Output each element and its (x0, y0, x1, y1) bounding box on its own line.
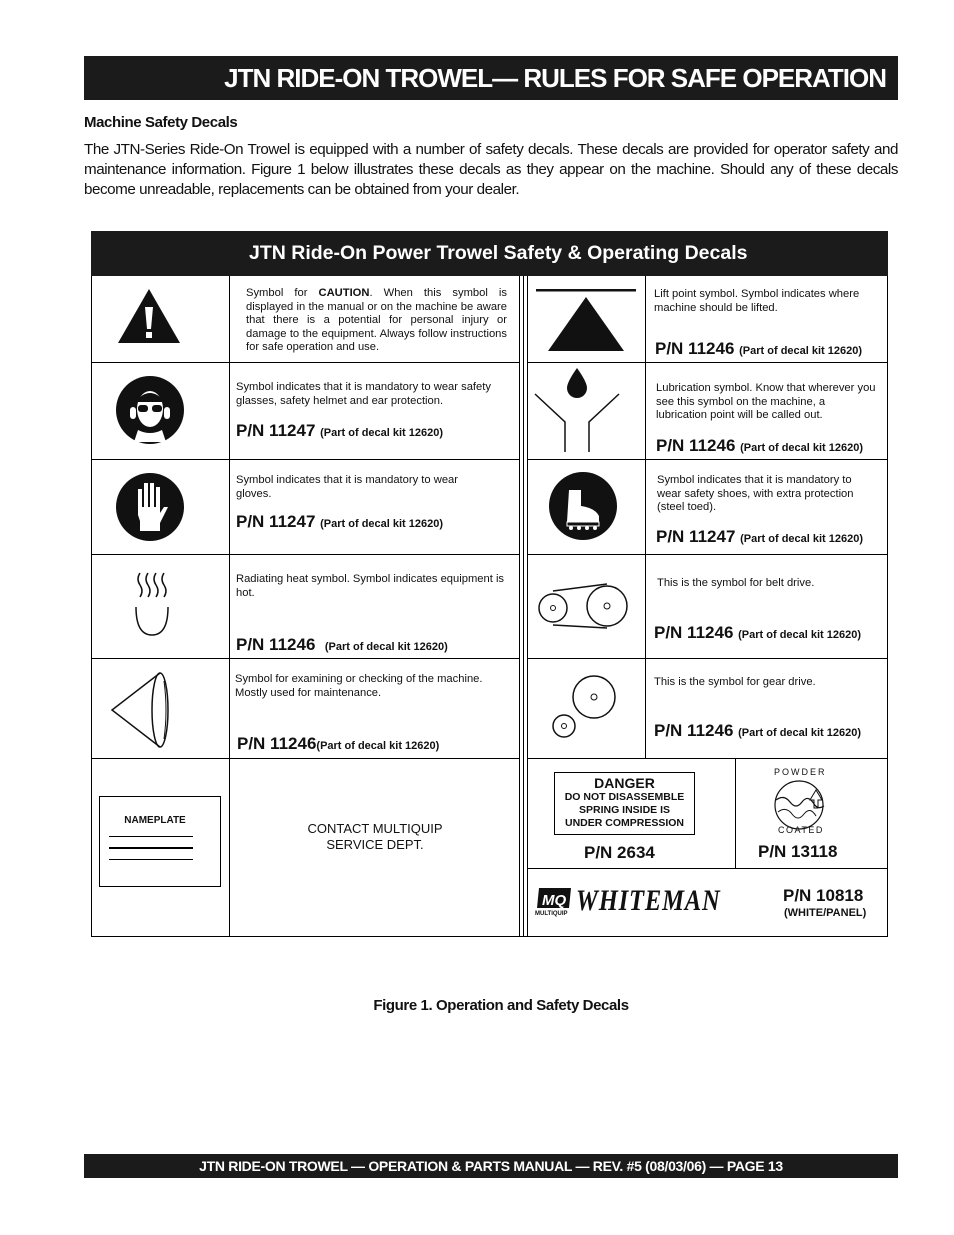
gear-drive-icon (552, 675, 616, 741)
nameplate-line (109, 836, 193, 837)
danger-line: UNDER COMPRESSION (564, 817, 684, 829)
belt-part-number: P/N 11246 (Part of decal kit 12620) (654, 623, 862, 642)
nameplate-label: NAMEPLATE (124, 815, 186, 826)
lift-description: Lift point symbol. Symbol indicates where machine should be lifted. (654, 288, 860, 314)
safety-gear-icon (116, 376, 184, 444)
lube-part-number: P/N 11246 (Part of decal kit 12620) (656, 436, 864, 455)
powder-part-number: P/N 13118 (758, 842, 838, 861)
heat-description: Radiating heat symbol. Symbol indicates equipment is hot. (236, 573, 505, 599)
svg-text:MULTIQUIP: MULTIQUIP (535, 911, 568, 917)
figure-header: JTN Ride-On Power Trowel Safety & Operating Decals (91, 231, 888, 276)
ppe-part-number: P/N 11247 (Part of decal kit 12620) (236, 421, 444, 440)
belt-description: This is the symbol for belt drive. (657, 577, 815, 589)
danger-decal (554, 772, 695, 835)
gear-part-number: P/N 11246 (Part of decal kit 12620) (654, 721, 862, 740)
examine-icon (110, 671, 176, 749)
caution-description: Symbol for CAUTION. When this symbol is displayed in the manual or on the machine be aware that there is a potential for personal injury or damage to the equipment. Always follow instructions for safe operation and use. (246, 287, 507, 353)
lift-part-number: P/N 11246 (Part of decal kit 12620) (655, 339, 863, 358)
danger-line: SPRING INSIDE IS (578, 804, 671, 816)
examine-part-number: P/N 11246(Part of decal kit 12620) (237, 734, 440, 753)
safety-shoes-icon (549, 472, 617, 540)
powder-top-label: POWDER (774, 767, 827, 777)
gloves-description: Symbol indicates that it is mandatory to wear gloves. (236, 474, 458, 500)
multiquip-logo-icon (535, 886, 573, 916)
belt-drive-icon (537, 586, 629, 630)
brand-part-number: P/N 10818 (783, 886, 864, 905)
nameplate-line (109, 847, 193, 849)
nameplate-line (109, 859, 193, 860)
shoes-description: Symbol indicates that it is mandatory to wear safety shoes, with extra protection (steel toed). (657, 474, 854, 513)
heat-part-number: P/N 11246 (Part of decal kit 12620) (236, 635, 448, 654)
nameplate-box (99, 796, 221, 887)
examine-description: Symbol for examining or checking of the machine. Mostly used for maintenance. (235, 673, 483, 699)
powder-bottom-label: COATED (778, 825, 824, 835)
page-title: JTN RIDE-ON TROWEL— RULES FOR SAFE OPERATION (84, 56, 898, 100)
danger-line: DO NOT DISASSEMBLE (564, 791, 685, 803)
lube-description: Lubrication symbol. Know that wherever you see this symbol on the machine, a lubrication point will be called out. (656, 382, 876, 421)
page-footer: JTN RIDE-ON TROWEL — OPERATION & PARTS MANUAL — REV. #5 (08/03/06) — PAGE 13 (84, 1154, 898, 1178)
svg-text:MQ: MQ (542, 892, 567, 909)
danger-title: DANGER (594, 775, 655, 791)
gear-description: This is the symbol for gear drive. (654, 676, 816, 688)
contact-note: CONTACT MULTIQUIP SERVICE DEPT. (307, 821, 443, 852)
gloves-icon (116, 473, 184, 541)
shoes-part-number: P/N 11247 (Part of decal kit 12620) (656, 527, 864, 546)
heat-icon (132, 571, 172, 635)
intro-paragraph: The JTN-Series Ride-On Trowel is equipped with a number of safety decals. These decals are provided for operator safety and maintenance information. Figure 1 below illustrates these decals as they appear on the machine. Should any of these decals become unreadable, replacements can be obtained from your dealer. (84, 141, 898, 198)
brand-note: (WHITE/PANEL) (784, 907, 867, 919)
section-heading: Machine Safety Decals (84, 114, 238, 131)
lift-point-icon (536, 289, 636, 355)
caution-icon (118, 289, 180, 343)
danger-part-number: P/N 2634 (584, 843, 655, 862)
ppe-description: Symbol indicates that it is mandatory to wear safety glasses, safety helmet and ear protection. (236, 381, 491, 407)
gloves-part-number: P/N 11247 (Part of decal kit 12620) (236, 512, 444, 531)
lubrication-icon (535, 364, 619, 454)
figure-caption: Figure 1. Operation and Safety Decals (373, 997, 629, 1014)
whiteman-logo: WHITEMAN (576, 884, 721, 917)
